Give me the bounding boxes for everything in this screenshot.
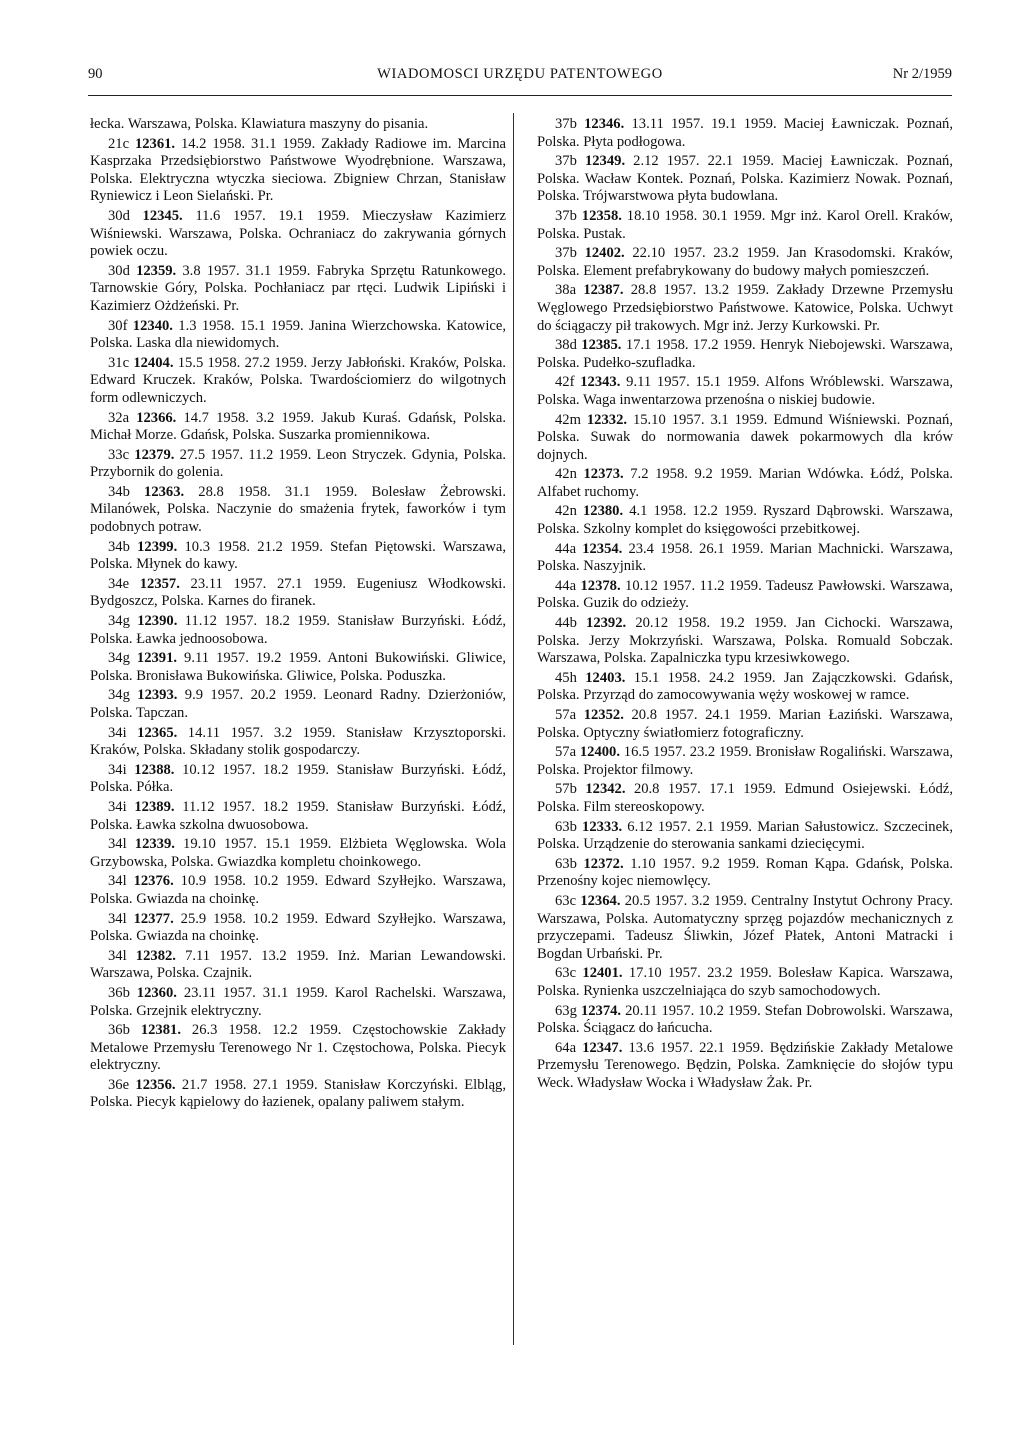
patent-description: 15.10 1957. 3.1 1959. Edmund Wiśniewski. Poznań, Polska. Suwak do normowania dawek pokarmowych dla krów dojnych. bbox=[537, 411, 953, 463]
patent-description: 10.12 1957. 18.2 1959. Stanisław Burzyński. Łódź, Polska. Półka. bbox=[90, 761, 506, 796]
patent-class: 42f bbox=[555, 374, 575, 391]
patent-description: 7.2 1958. 9.2 1959. Marian Wdówka. Łódź, Polska. Alfabet ruchomy. bbox=[537, 466, 954, 500]
patent-entry bbox=[537, 412, 953, 465]
patent-class: 57a bbox=[555, 707, 577, 723]
patent-class: 34l bbox=[108, 836, 127, 853]
patent-description: 23.11 1957. 31.1 1959. Karol Rachelski. Warszawa, Polska. Grzejnik elektryczny. bbox=[90, 984, 506, 1019]
patent-description: 9.11 1957. 19.2 1959. Antoni Bukowiński. Gliwice, Polska. Bronisława Bukowińska. Gliwice, Polska. Poduszka. bbox=[90, 650, 506, 684]
patent-number: 12332. bbox=[586, 411, 628, 428]
patent-entry bbox=[537, 707, 953, 742]
patent-number: 12382. bbox=[135, 947, 176, 964]
patent-entry bbox=[537, 1040, 953, 1093]
patent-description: 13.11 1957. 19.1 1959. Maciej Ławniczak. Poznań, Polska. Płyta podłogowa. bbox=[537, 116, 954, 150]
patent-description: 25.9 1958. 10.2 1959. Edward Szyłłejko. Warszawa, Polska. Gwiazda na choinkę. bbox=[90, 910, 506, 945]
patent-number: 12380. bbox=[582, 503, 624, 520]
patent-number: 12342. bbox=[585, 781, 626, 798]
patent-class: 36b bbox=[108, 1022, 130, 1039]
patent-description: 26.3 1958. 12.2 1959. Częstochowskie Zakłady Metalowe Przemysłu Terenowego Nr 1. Częstochowa, Polska. Piecyk elektryczny. bbox=[90, 1022, 506, 1074]
patent-description: 3.8 1957. 31.1 1959. Fabryka Sprzętu Ratunkowego. Tarnowskie Góry, Polska. Pochłaniacz par rtęci. Ludwik Lipiński i Kazimierz Ożdżeński. Pr. bbox=[90, 262, 506, 314]
right-column bbox=[537, 116, 953, 1094]
patent-entry bbox=[90, 136, 506, 206]
patent-entry bbox=[90, 410, 506, 445]
patent-description: 13.6 1957. 22.1 1959. Będzińskie Zakłady Metalowe Przemysłu Terenowego. Będzin, Polska. Zamknięcie do słojów typu Weck. Władysław Wocka i Władysław Żak. Pr. bbox=[537, 1039, 953, 1091]
patent-class: 57a bbox=[555, 744, 577, 761]
patent-entry bbox=[537, 1003, 953, 1038]
patent-class: 21c bbox=[108, 135, 130, 152]
patent-description: 4.1 1958. 12.2 1959. Ryszard Dąbrowski. Warszawa, Polska. Szkolny komplet do księgowości przebitkowej. bbox=[537, 503, 953, 538]
patent-number: 12358. bbox=[581, 207, 622, 224]
patent-entry bbox=[90, 687, 506, 722]
patent-entry bbox=[537, 466, 953, 501]
patent-description: 20.8 1957. 24.1 1959. Marian Łaziński. Warszawa, Polska. Optyczny światłomierz fotograficzny. bbox=[537, 707, 953, 741]
patent-entry bbox=[537, 503, 953, 538]
patent-entry bbox=[537, 893, 953, 963]
patent-description: 17.10 1957. 23.2 1959. Bolesław Kapica. Warszawa, Polska. Rynienka uszczelniająca do szyb samochodowych. bbox=[537, 965, 953, 999]
patent-number: 12346. bbox=[584, 116, 625, 132]
patent-entry bbox=[90, 576, 506, 611]
patent-number: 12349. bbox=[584, 153, 626, 170]
patent-number: 12390. bbox=[137, 613, 178, 630]
patent-class: 34i bbox=[108, 761, 127, 778]
patent-entry bbox=[90, 447, 506, 482]
patent-entry bbox=[90, 762, 506, 797]
patent-description: 23.11 1957. 27.1 1959. Eugeniusz Włodkowski. Bydgoszcz, Polska. Karnes do firanek. bbox=[90, 575, 507, 610]
patent-number: 12374. bbox=[580, 1002, 622, 1019]
patent-entry bbox=[537, 744, 953, 779]
running-title: WIADOMOSCI URZĘDU PATENTOWEGO bbox=[377, 66, 663, 82]
patent-description: 14.7 1958. 3.2 1959. Jakub Kuraś. Gdańsk, Polska. Michał Morze. Gdańsk, Polska. Suszarka promiennikowa. bbox=[90, 409, 506, 444]
patent-entry bbox=[537, 282, 953, 335]
patent-class: 34e bbox=[108, 575, 130, 592]
patent-number: 12359. bbox=[136, 262, 177, 279]
patent-class: 63b bbox=[555, 818, 577, 835]
patent-entry bbox=[90, 208, 506, 261]
patent-description: 28.8 1958. 31.1 1959. Bolesław Żebrowski. Milanówek, Polska. Naczynie do smażenia frytek, faworków i tym podobnych potraw. bbox=[90, 483, 506, 536]
patent-description: 28.8 1957. 13.2 1959. Zakłady Drzewne Przemysłu Węglowego Przedsiębiorstwo Państwowe. Katowice, Polska. Uchwyt do ściągaczy pił trakowych. Mgr inż. Jerzy Kurkowski. Pr. bbox=[537, 282, 954, 334]
patent-number: 12393. bbox=[137, 687, 178, 704]
patent-class: 34g bbox=[108, 687, 130, 704]
patent-class: 57b bbox=[555, 781, 577, 798]
patent-number: 12392. bbox=[586, 615, 627, 632]
patent-description: 20.11 1957. 10.2 1959. Stefan Dobrowolski. Warszawa, Polska. Ściągacz do łańcucha. bbox=[537, 1002, 953, 1037]
patent-class: 34i bbox=[108, 798, 127, 815]
patent-number: 12377. bbox=[133, 910, 174, 927]
patent-class: 38a bbox=[555, 282, 577, 299]
page-number: 90 bbox=[88, 66, 103, 82]
patent-entry bbox=[537, 153, 953, 206]
patent-number: 12381. bbox=[140, 1022, 181, 1039]
patent-description: 20.12 1958. 19.2 1959. Jan Cichocki. Warszawa, Polska. Jerzy Mokrzyński. Warszawa, Polska. Romuald Sobczak. Warszawa, Polska. Zapalniczka typu krzesiwkowego. bbox=[537, 615, 953, 667]
patent-entry bbox=[537, 208, 953, 243]
patent-description: 14.2 1958. 31.1 1959. Zakłady Radiowe im. Marcina Kasprzaka Przedsiębiorstwo Państwowe Wyodrębnione. Warszawa, Polska. Elektryczna wtyczka sieciowa. Zbigniew Chrzan, Stanisław Ryniewicz i Leon Sielański. Pr. bbox=[90, 135, 507, 205]
page-header bbox=[88, 66, 952, 92]
patent-entry bbox=[90, 725, 506, 760]
patent-class: 37b bbox=[555, 207, 577, 224]
patent-class: 34g bbox=[108, 650, 130, 667]
patent-description: 11.12 1957. 18.2 1959. Stanisław Burzyński. Łódź, Polska. Ławka jednoosobowa. bbox=[90, 613, 507, 647]
patent-number: 12366. bbox=[136, 409, 177, 426]
patent-description: 9.11 1957. 15.1 1959. Alfons Wróblewski. Warszawa, Polska. Waga inwentarzowa przenośna o niskiej budowie. bbox=[537, 374, 953, 408]
patent-number: 12357. bbox=[139, 575, 180, 592]
patent-number: 12345. bbox=[142, 207, 183, 224]
patent-description: 10.3 1958. 21.2 1959. Stefan Piętowski. Warszawa, Polska. Młynek do kawy. bbox=[90, 538, 506, 573]
patent-description: 18.10 1958. 30.1 1959. Mgr inż. Karol Orell. Kraków, Polska. Pustak. bbox=[537, 207, 953, 242]
patent-class: 42n bbox=[555, 503, 577, 520]
patent-number: 12402. bbox=[584, 245, 625, 262]
patent-entry bbox=[537, 965, 953, 1000]
patent-entry bbox=[90, 1077, 506, 1112]
patent-class: 45h bbox=[555, 669, 577, 686]
patent-description: 21.7 1958. 27.1 1959. Stanisław Korczyński. Elbląg, Polska. Piecyk kąpielowy do łazienek, opalany paliwem stałym. bbox=[90, 1076, 506, 1111]
patent-description: 16.5 1957. 23.2 1959. Bronisław Rogaliński. Warszawa, Polska. Projektor filmowy. bbox=[537, 744, 953, 778]
patent-class: 63c bbox=[555, 892, 577, 909]
patent-description: 10.9 1958. 10.2 1959. Edward Szyłłejko. Warszawa, Polska. Gwiazda na choinkę. bbox=[90, 873, 506, 907]
patent-number: 12364. bbox=[580, 892, 621, 909]
patent-class: 32a bbox=[108, 409, 130, 426]
patent-class: 63g bbox=[555, 1002, 577, 1019]
patent-number: 12400. bbox=[579, 744, 620, 761]
patent-number: 12354. bbox=[582, 540, 623, 557]
patent-number: 12363. bbox=[144, 483, 185, 500]
patent-number: 12356. bbox=[135, 1076, 176, 1093]
patent-description: 10.12 1957. 11.2 1959. Tadeusz Pawłowski. Warszawa, Polska. Guzik do odzieży. bbox=[537, 577, 953, 612]
patent-description: 23.4 1958. 26.1 1959. Marian Machnicki. Warszawa, Polska. Naszyjnik. bbox=[537, 540, 953, 575]
patent-class: 34l bbox=[108, 947, 127, 964]
patent-class: 30f bbox=[108, 317, 128, 334]
patent-description: 17.1 1958. 17.2 1959. Henryk Niebojewski. Warszawa, Polska. Pudełko-szufladka. bbox=[537, 337, 953, 371]
patent-class: 63b bbox=[555, 855, 577, 872]
patent-description: 6.12 1957. 2.1 1959. Marian Sałustowicz. Szczecinek, Polska. Urządzenie do sterowania sankami dziecięcymi. bbox=[537, 818, 954, 853]
patent-class: 33c bbox=[108, 446, 130, 463]
patent-entry bbox=[90, 911, 506, 946]
patent-description: 2.12 1957. 22.1 1959. Maciej Ławniczak. Poznań, Polska. Wacław Kontek. Poznań, Polska. Kazimierz Nowak. Poznań, Polska. Trójwarstwowa płyta budowlana. bbox=[537, 153, 953, 205]
patent-number: 12391. bbox=[136, 650, 178, 667]
patent-number: 12339. bbox=[134, 836, 175, 853]
patent-entry bbox=[537, 116, 953, 151]
patent-number: 12340. bbox=[132, 317, 173, 334]
patent-number: 12389. bbox=[134, 798, 175, 815]
patent-number: 12403. bbox=[585, 669, 626, 686]
patent-number: 12388. bbox=[134, 761, 175, 778]
patent-entry bbox=[537, 819, 953, 854]
patent-class: 34b bbox=[108, 483, 130, 500]
patent-class: 42m bbox=[555, 411, 581, 428]
left-column bbox=[90, 116, 506, 1114]
patent-entry bbox=[90, 1022, 506, 1075]
patent-entry bbox=[90, 836, 506, 871]
patent-number: 12365. bbox=[137, 724, 178, 741]
patent-class: 34g bbox=[108, 613, 130, 630]
patent-number: 12376. bbox=[133, 873, 174, 890]
patent-class: 63c bbox=[555, 965, 577, 982]
patent-number: 12387. bbox=[583, 282, 624, 299]
patent-number: 12333. bbox=[582, 818, 623, 835]
patent-description: 20.5 1957. 3.2 1959. Centralny Instytut Ochrony Pracy. Warszawa, Polska. Automatyczny sprzęg pojazdów mechanicznych z przyczepami. Tadeusz Śliwkin, Józef Płatek, Antoni Matracki i Bogdan Urbański. Pr. bbox=[537, 892, 953, 962]
patent-entry bbox=[537, 245, 953, 280]
patent-class: 64a bbox=[555, 1039, 577, 1056]
patent-entry bbox=[90, 263, 506, 316]
patent-entry bbox=[90, 116, 506, 134]
patent-description: łecka. Warszawa, Polska. Klawiatura maszyny do pisania. bbox=[90, 116, 429, 132]
patent-description: 1.10 1957. 9.2 1959. Roman Kąpa. Gdańsk, Polska. Przenośny kojec niemowlęcy. bbox=[537, 855, 953, 890]
issue-number: Nr 2/1959 bbox=[892, 66, 952, 82]
patent-number: 12399. bbox=[137, 538, 178, 555]
patent-class: 42n bbox=[555, 466, 577, 483]
patent-number: 12361. bbox=[134, 135, 176, 152]
patent-entry bbox=[537, 374, 953, 409]
patent-description: 11.6 1957. 19.1 1959. Mieczysław Kazimierz Wiśniewski. Warszawa, Polska. Ochraniacz do zakrywania górnych powiek oczu. bbox=[90, 207, 506, 260]
patent-class: 34b bbox=[108, 538, 130, 555]
patent-class: 34l bbox=[108, 910, 127, 927]
patent-description: 20.8 1957. 17.1 1959. Edmund Osiejewski. Łódź, Polska. Film stereoskopowy. bbox=[537, 781, 953, 815]
patent-entry bbox=[537, 670, 953, 705]
patent-number: 12343. bbox=[580, 374, 621, 391]
patent-class: 36b bbox=[108, 984, 130, 1001]
patent-class: 44a bbox=[555, 577, 577, 594]
patent-class: 37b bbox=[555, 153, 577, 170]
patent-entry bbox=[90, 948, 506, 983]
patent-entry bbox=[90, 799, 506, 834]
patent-entry bbox=[90, 484, 506, 537]
patent-entry bbox=[537, 337, 953, 372]
column-divider bbox=[513, 113, 514, 1345]
patent-class: 34l bbox=[108, 873, 127, 890]
patent-description: 22.10 1957. 23.2 1959. Jan Krasodomski. Kraków, Polska. Element prefabrykowany do budowy małych pomieszczeń. bbox=[537, 245, 954, 279]
patent-description: 15.1 1958. 24.2 1959. Jan Zajączkowski. Gdańsk, Polska. Przyrząd do zamocowywania węży woskowej w ramce. bbox=[537, 669, 953, 704]
patent-entry bbox=[90, 985, 506, 1020]
patent-class: 30d bbox=[108, 262, 130, 279]
patent-description: 27.5 1957. 11.2 1959. Leon Stryczek. Gdynia, Polska. Przybornik do golenia. bbox=[90, 446, 506, 481]
patent-number: 12404. bbox=[133, 354, 174, 371]
patent-description: 19.10 1957. 15.1 1959. Elżbieta Węglowska. Wola Grzybowska, Polska. Gwiazdka kompletu choinkowego. bbox=[90, 836, 506, 870]
patent-class: 34i bbox=[108, 724, 127, 741]
patent-description: 7.11 1957. 13.2 1959. Inż. Marian Lewandowski. Warszawa, Polska. Czajnik. bbox=[90, 947, 507, 982]
patent-entry bbox=[537, 578, 953, 613]
patent-description: 1.3 1958. 15.1 1959. Janina Wierzchowska. Katowice, Polska. Laska dla niewidomych. bbox=[90, 317, 506, 352]
patent-class: 37b bbox=[555, 245, 577, 262]
patent-number: 12372. bbox=[583, 855, 624, 872]
patent-class: 36e bbox=[108, 1076, 130, 1093]
patent-number: 12347. bbox=[582, 1039, 623, 1056]
patent-class: 30d bbox=[108, 207, 130, 224]
patent-entry bbox=[90, 873, 506, 908]
patent-entry bbox=[90, 355, 506, 408]
patent-number: 12352. bbox=[583, 707, 624, 723]
patent-class: 37b bbox=[555, 116, 577, 132]
patent-entry bbox=[537, 541, 953, 576]
patent-class: 44a bbox=[555, 540, 577, 557]
patent-entry bbox=[537, 781, 953, 816]
patent-number: 12385. bbox=[581, 337, 622, 354]
patent-description: 9.9 1957. 20.2 1959. Leonard Radny. Dzierżoniów, Polska. Tapczan. bbox=[90, 687, 506, 721]
patent-number: 12401. bbox=[582, 965, 623, 982]
patent-entry bbox=[90, 613, 506, 648]
patent-number: 12373. bbox=[583, 466, 624, 483]
patent-description: 14.11 1957. 3.2 1959. Stanisław Krzysztoporski. Kraków, Polska. Składany stolik gospodarczy. bbox=[90, 724, 507, 759]
patent-entry bbox=[90, 650, 506, 685]
patent-entry bbox=[90, 318, 506, 353]
patent-entry bbox=[90, 539, 506, 574]
header-rule bbox=[88, 95, 952, 96]
patent-class: 38d bbox=[555, 337, 577, 354]
patent-number: 12378. bbox=[580, 577, 621, 594]
patent-class: 31c bbox=[108, 354, 130, 371]
patent-number: 12379. bbox=[134, 446, 175, 463]
patent-entry bbox=[537, 856, 953, 891]
patent-entry bbox=[537, 615, 953, 668]
patent-description: 11.12 1957. 18.2 1959. Stanisław Burzyński. Łódź, Polska. Ławka szkolna dwuosobowa. bbox=[90, 798, 507, 833]
patent-class: 44b bbox=[555, 615, 577, 632]
patent-description: 15.5 1958. 27.2 1959. Jerzy Jabłoński. Kraków, Polska. Edward Kruczek. Kraków, Polska. Twardościomierz do wilgotnych form odlewniczych. bbox=[90, 354, 507, 406]
patent-number: 12360. bbox=[136, 984, 177, 1001]
